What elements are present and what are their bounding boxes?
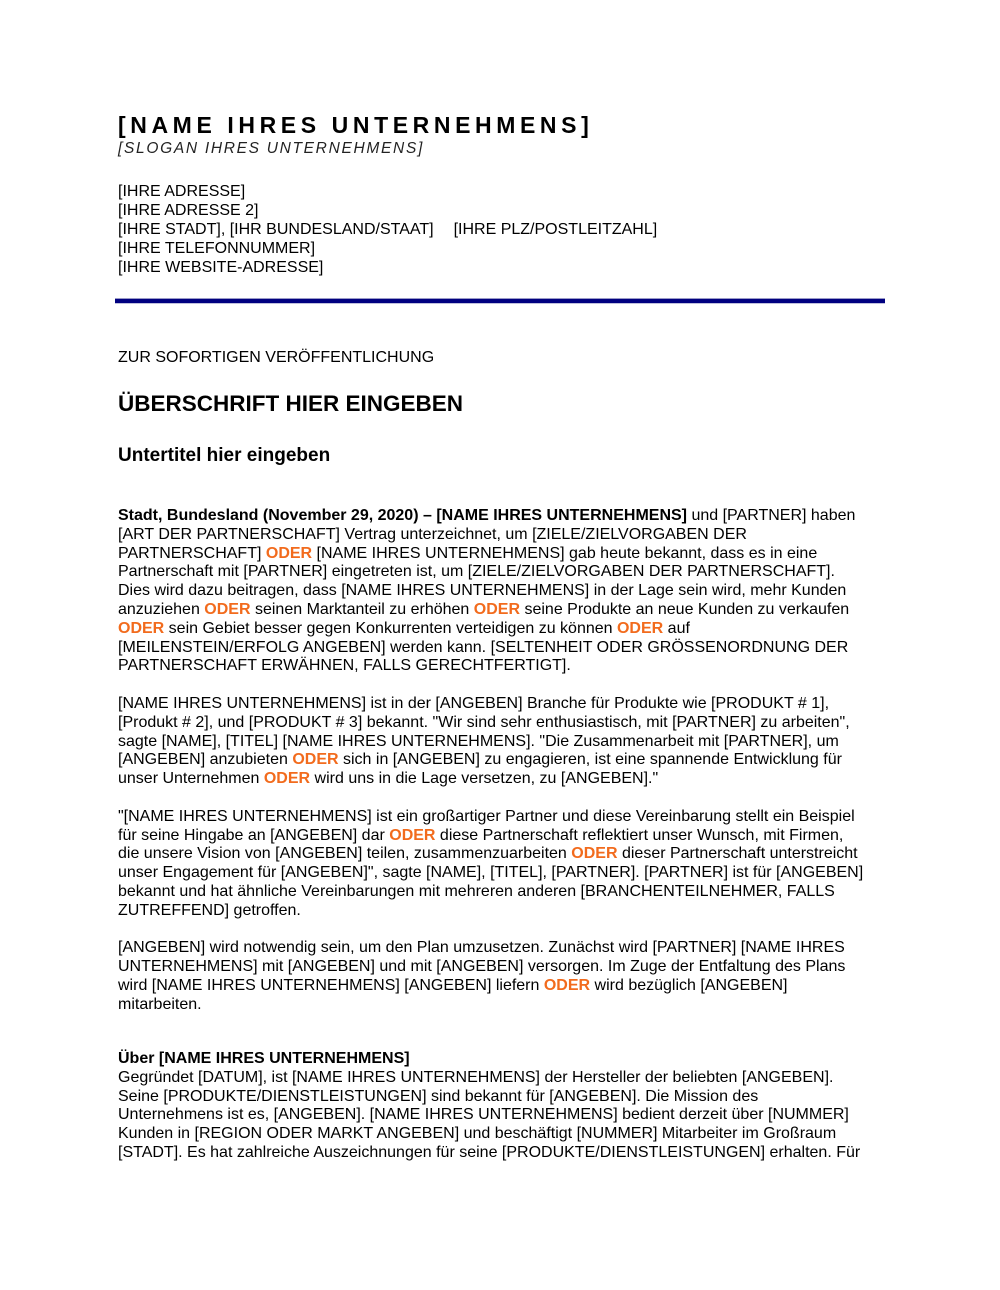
text-line: sagte [NAME], [TITEL] [NAME IHRES UNTERNEHMENS]. "Die Zusammenarbeit mit [PARTNER], um xyxy=(118,732,839,750)
text: wird bezüglich [ANGEBEN] xyxy=(590,976,788,994)
text-line: "[NAME IHRES UNTERNEHMENS] ist ein großartiger Partner und diese Vereinbarung stellt ein Beispiel xyxy=(118,807,855,825)
text-line: [STADT]. Es hat zahlreiche Auszeichnungen für seine [PRODUKTE/DIENSTLEISTUNGEN] erhalten. Für xyxy=(118,1143,861,1161)
about-heading: Über [NAME IHRES UNTERNEHMENS] xyxy=(118,1050,410,1067)
text-line: Gegründet [DATUM], ist [NAME IHRES UNTERNEHMENS] der Hersteller der beliebten [ANGEBEN]. xyxy=(118,1068,834,1086)
text-line: bekannt und hat ähnliche Vereinbarungen mit mehreren anderen [BRANCHENTEILNEHMER, FALLS xyxy=(118,882,835,900)
or-placeholder: ODER xyxy=(543,976,591,994)
or-placeholder: ODER xyxy=(571,845,618,863)
headline: ÜBERSCHRIFT HIER EINGEBEN xyxy=(118,391,464,416)
zip-code: [IHRE PLZ/POSTLEITZAHL] xyxy=(453,221,658,238)
text-line: [Produkt # 2], und [PRODUKT # 3] bekannt. "Wir sind sehr enthusiastisch, mit [PARTNER] zu arbeiten", xyxy=(118,713,850,731)
text: unser Unternehmen xyxy=(118,770,264,788)
text: auf xyxy=(663,619,690,637)
or-placeholder: ODER xyxy=(265,544,313,562)
press-release-body xyxy=(118,507,888,1033)
about-section xyxy=(118,1050,860,1163)
text: anzuziehen xyxy=(118,600,205,618)
text-line: Dies wird dazu beitragen, dass [NAME IHRES UNTERNEHMENS] in der Lage sein wird, mehr Kunden xyxy=(118,582,847,600)
company-slogan: [SLOGAN IHRES UNTERNEHMENS] xyxy=(118,140,424,157)
text: diese Partnerschaft reflektiert unser Wunsch, mit Firmen, xyxy=(435,826,844,844)
or-placeholder: ODER xyxy=(616,619,664,637)
text: [ANGEBEN] anzubieten xyxy=(118,751,293,769)
or-placeholder: ODER xyxy=(263,770,311,788)
text-line: mitarbeiten. xyxy=(118,995,202,1013)
text: sich in [ANGEBEN] zu engagieren, ist eine spannende Entwicklung für xyxy=(338,751,842,769)
text: sein Gebiet besser gegen Konkurrenten verteidigen zu können xyxy=(164,619,617,637)
text: wird [NAME IHRES UNTERNEHMENS] [ANGEBEN] liefern xyxy=(118,976,544,994)
text-line: Partnerschaft mit [PARTNER] eingetreten ist, um [ZIELE/ZIELVORGABEN DER PARTNERSCHAFT]. xyxy=(118,563,835,581)
paragraph-3 xyxy=(118,808,888,921)
text-line: Unternehmens ist es, [ANGEBEN]. [NAME IHRES UNTERNEHMENS] bedient derzeit über [NUMMER] xyxy=(118,1106,849,1124)
text: für seine Hingabe an [ANGEBEN] dar xyxy=(118,826,390,844)
paragraph-2 xyxy=(118,695,888,789)
text-line: Kunden in [REGION ODER MARKT ANGEBEN] und beschäftigt [NUMMER] Mitarbeiter im Großraum xyxy=(118,1125,837,1143)
text-line: [NAME IHRES UNTERNEHMENS] ist in der [ANGEBEN] Branche für Produkte wie [PRODUKT # 1], xyxy=(118,694,830,712)
text: wird uns in die Lage versetzen, zu [ANGEBEN]." xyxy=(310,770,659,788)
text-line: unser Engagement für [ANGEBEN]", sagte [NAME], [TITEL], [PARTNER]. [PARTNER] ist für [ANGEBEN] xyxy=(118,864,864,882)
release-label: ZUR SOFORTIGEN VERÖFFENTLICHUNG xyxy=(118,349,435,366)
text: und [PARTNER] haben xyxy=(687,507,856,524)
or-placeholder: ODER xyxy=(292,751,339,769)
or-placeholder: ODER xyxy=(204,600,251,618)
text-line: PARTNERSCHAFT ERWÄHNEN, FALLS GERECHTFERTIGT]. xyxy=(118,657,571,675)
website-address: [IHRE WEBSITE-ADRESSE] xyxy=(118,259,324,276)
address-city-line xyxy=(118,220,657,239)
text-line: [MEILENSTEIN/ERFOLG ANGEBEN] werden kann. [SELTENHEIT ODER GRÖSSENORDNUNG DER xyxy=(118,638,849,656)
or-placeholder: ODER xyxy=(473,600,521,618)
text-line: [ANGEBEN] wird notwendig sein, um den Plan umzusetzen. Zunächst wird [PARTNER] [NAME IHRES xyxy=(118,939,845,957)
text: die unsere Vision von [ANGEBEN] teilen, zusammenzuarbeiten xyxy=(118,845,572,863)
text-line: Seine [PRODUKTE/DIENSTLEISTUNGEN] sind bekannt für [ANGEBEN]. Die Mission des xyxy=(118,1087,759,1105)
phone-number: [IHRE TELEFONNUMMER] xyxy=(118,240,316,257)
or-placeholder: ODER xyxy=(118,619,165,637)
text-line: UNTERNEHMENS] mit [ANGEBEN] und mit [ANGEBEN] versorgen. Im Zuge der Entfaltung des Plans xyxy=(118,958,846,976)
text-line: ZUTREFFEND] getroffen. xyxy=(118,901,301,919)
text: [NAME IHRES UNTERNEHMENS] gab heute bekannt, dass es in eine xyxy=(312,544,818,562)
or-placeholder: ODER xyxy=(389,826,436,844)
paragraph-4 xyxy=(118,939,888,1014)
text: dieser Partnerschaft unterstreicht xyxy=(617,845,858,863)
text: seine Produkte an neue Kunden zu verkaufen xyxy=(520,600,850,618)
city-state: [IHRE STADT], [IHR BUNDESLAND/STAAT] xyxy=(118,221,434,238)
address-line-1: [IHRE ADRESSE] xyxy=(118,183,246,200)
text: PARTNERSCHAFT] xyxy=(118,544,266,562)
paragraph-1 xyxy=(118,507,888,676)
dateline: Stadt, Bundesland (November 29, 2020) – [NAME IHRES UNTERNEHMENS] xyxy=(118,507,687,524)
text-line: [ART DER PARTNERSCHAFT] Vertrag unterzeichnet, um [ZIELE/ZIELVORGABEN DER xyxy=(118,525,747,543)
address-block xyxy=(118,182,657,277)
address-line-2: [IHRE ADRESSE 2] xyxy=(118,202,259,219)
subtitle: Untertitel hier eingeben xyxy=(118,445,331,466)
header-divider xyxy=(115,298,885,304)
company-name: [NAME IHRES UNTERNEHMENS] xyxy=(118,112,594,138)
text: seinen Marktanteil zu erhöhen xyxy=(250,600,474,618)
